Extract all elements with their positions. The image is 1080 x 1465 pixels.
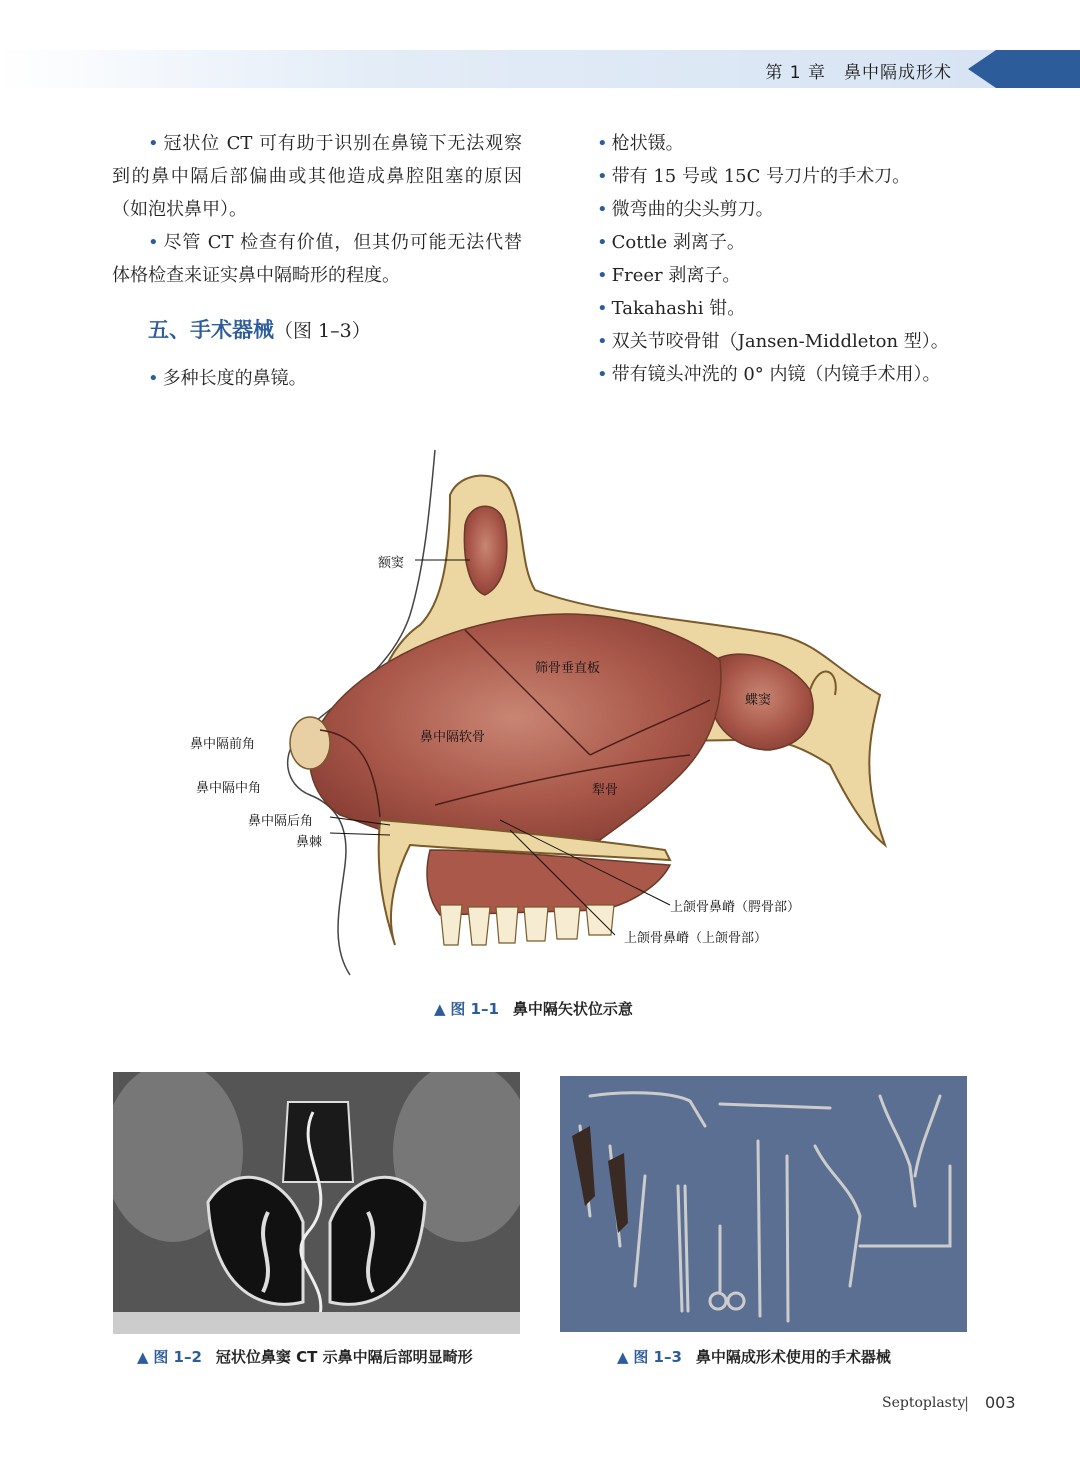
list-item: • 多种长度的鼻镜。 [148, 368, 307, 389]
figure1-caption: ▲ 图 1–1 鼻中隔矢状位示意 [434, 1000, 633, 1018]
list-item: • 带有 15 号或 15C 号刀片的手术刀。 [597, 166, 911, 187]
list-item: • Takahashi 钳。 [597, 298, 746, 319]
ct-scan-drawing [113, 1072, 520, 1334]
page-number: 003 [985, 1393, 1016, 1412]
label-posterior-angle: 鼻中隔后角 [248, 814, 314, 829]
figure3-caption: ▲ 图 1–3 鼻中隔成形术使用的手术器械 [617, 1348, 891, 1366]
list-item: • 微弯曲的尖头剪刀。 [597, 199, 774, 220]
label-middle-angle: 鼻中隔中角 [196, 781, 262, 796]
ct-image [113, 1072, 520, 1334]
chapter-header: 第 1 章 鼻中隔成形术 [765, 63, 952, 83]
label-crest-maxillary: 上颌骨鼻嵴（上颌骨部） [624, 931, 768, 946]
instruments-photo [560, 1076, 967, 1332]
figure2-caption: ▲ 图 1–2 冠状位鼻窦 CT 示鼻中隔后部明显畸形 [137, 1348, 473, 1366]
septum-illustration [180, 445, 900, 985]
triangle-icon: ▲ [434, 1000, 451, 1018]
list-item: • 枪状镊。 [597, 133, 684, 154]
list-item: • Cottle 剥离子。 [597, 232, 745, 253]
label-vomer: 犁骨 [592, 783, 619, 798]
label-anterior-angle: 鼻中隔前角 [190, 737, 256, 752]
right-column [597, 127, 997, 391]
label-nasal-spine: 鼻棘 [296, 835, 323, 850]
header-arrow-icon [968, 50, 1080, 88]
label-crest-palatine: 上颌骨鼻嵴（腭骨部） [670, 900, 801, 915]
label-sphenoid-sinus: 蝶窦 [745, 693, 772, 708]
section-title: 五、手术器械（图 1–3） [148, 318, 371, 342]
list-item: • Freer 剥离子。 [597, 265, 741, 286]
triangle-icon: ▲ [137, 1348, 154, 1366]
instruments-drawing [560, 1076, 967, 1332]
triangle-icon: ▲ [617, 1348, 634, 1366]
left-column [112, 127, 522, 395]
paragraph: • 尽管 CT 检查有价值，但其仍可能无法代替体格检查来证实鼻中隔畸形的程度。 [112, 232, 522, 286]
label-perpendicular-plate: 筛骨垂直板 [535, 661, 601, 676]
footer-book-title: Septoplasty [882, 1395, 966, 1411]
footer-separator: | [964, 1394, 970, 1412]
label-frontal-sinus: 额窦 [378, 556, 405, 571]
paragraph: • 冠状位 CT 可有助于识别在鼻镜下无法观察到的鼻中隔后部偏曲或其他造成鼻腔阻塞的原因（如泡状鼻甲）。 [112, 133, 522, 220]
label-septal-cartilage: 鼻中隔软骨 [420, 730, 486, 745]
list-item: • 双关节咬骨钳（Jansen-Middleton 型）。 [597, 331, 949, 352]
list-item: • 带有镜头冲洗的 0° 内镜（内镜手术用）。 [597, 364, 941, 385]
